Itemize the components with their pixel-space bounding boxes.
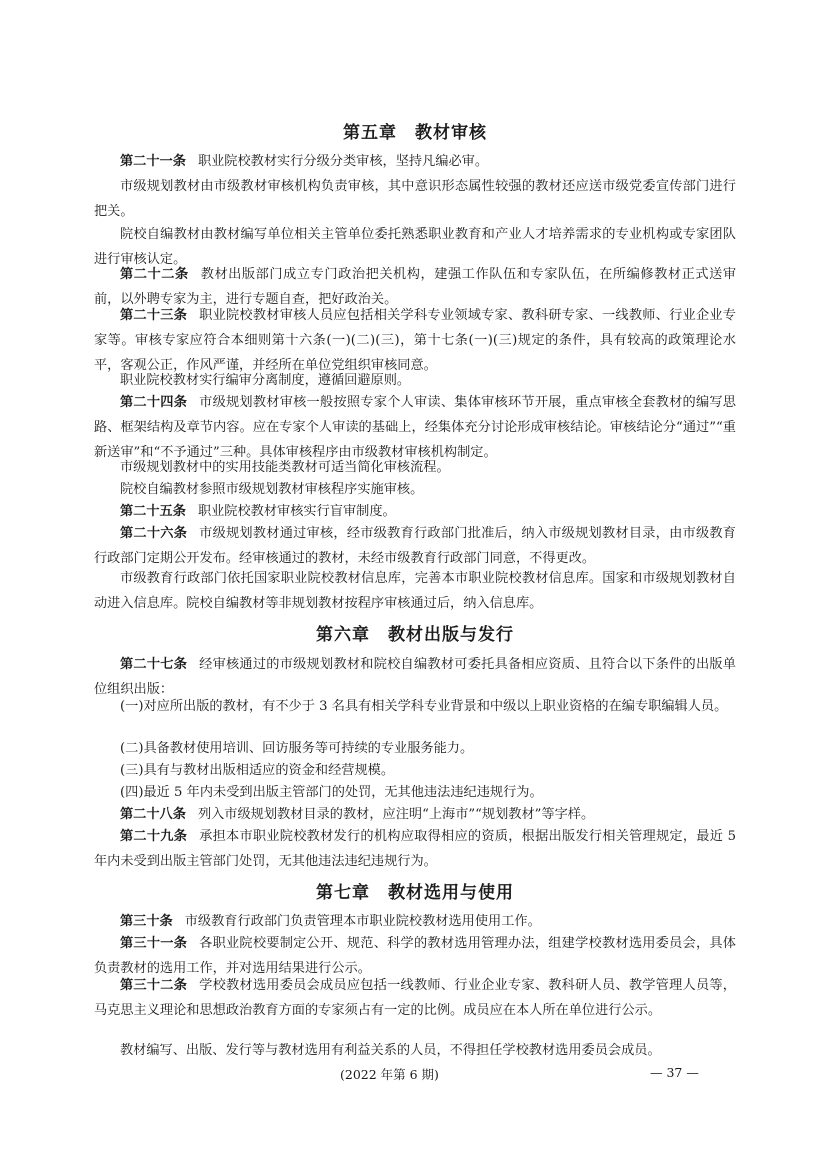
article-text: 列入市级规划教材目录的教材，应注明“上海市”“规划教材”等字样。: [197, 807, 595, 822]
paragraph: 职业院校教材实行编审分离制度，遵循回避原则。: [120, 373, 411, 388]
paragraph: (二)具备教材使用培训、回访服务等可持续的专业服务能力。: [120, 741, 474, 756]
paragraph: (三)具有与教材出版相适应的资金和经营规模。: [120, 763, 395, 778]
article-number: 第二十八条: [120, 807, 186, 822]
paragraph: (四)最近 5 年内未受到出版主管部门的处罚，无其他违法违纪违规行为。: [120, 785, 543, 800]
article-number: 第二十一条: [120, 154, 186, 169]
page-number: — 37 —: [650, 1065, 699, 1080]
article-26: [94, 521, 736, 571]
article-text: 教材出版部门成立专门政治把关机构，建强工作队伍和专家队伍，在所编修教材正式送审前，以外聘专家为主，进行专题自查，把好政治关。: [94, 267, 737, 307]
article-text: 各职业院校要制定公开、规范、科学的教材选用管理办法，组建学校教材选用委员会，具体负责教材的选用工作，并对选用结果进行公示。: [94, 936, 736, 976]
article-text: 市级教育行政部门负责管理本市职业院校教材选用使用工作。: [184, 914, 541, 929]
article-number: 第三十一条: [120, 936, 188, 951]
article-29: [94, 824, 736, 874]
article-24: [94, 390, 736, 465]
article-text: 职业院校教材审核人员应包括相关学科专业领域专家、教科研专家、一线教师、行业企业专家等。审核专家应符合本细则第十六条(一)(二)(三)，第十七条(一)(三)规定的条件，具有较高的政策理论水平，客观公正，作风严谨，并经所在单位党组织审核同意。: [94, 308, 736, 373]
article-number: 第二十六条: [120, 526, 188, 541]
article-32: [94, 973, 736, 1023]
article-23: [94, 303, 736, 378]
article-number: 第三十二条: [120, 978, 188, 993]
chapter-6-title: 第六章 教材出版与发行: [316, 625, 514, 645]
paragraph: 院校自编教材参照市级规划教材审核程序实施审核。: [120, 482, 424, 497]
article-text: 学校教材选用委员会成员应包括一线教师、行业企业专家、教科研人员、教学管理人员等，马克思主义理论和思想政治教育方面的专家须占有一定的比例。成员应在本人所在单位进行公示。: [94, 978, 736, 1018]
article-text: 职业院校教材审核实行盲审制度。: [197, 504, 396, 519]
article-number: 第二十五条: [120, 504, 186, 519]
chapter-7-title: 第七章 教材选用与使用: [316, 883, 514, 903]
article-text: 市级规划教材通过审核，经市级教育行政部门批准后，纳入市级规划教材目录，由市级教育行政部门定期公开发布。经审核通过的教材，未经市级教育行政部门同意，不得更改。: [94, 526, 736, 566]
article-number: 第三十条: [120, 914, 173, 929]
article-text: 市级规划教材审核一般按照专家个人审读、集体审核环节开展，重点审核全套教材的编写思路、框架结构及章节内容。应在专家个人审读的基础上，经集体充分讨论形成审核结论。审核结论分“通过”“重新送审”和“不予通过”三种。具体审核程序由市级教材审核机构制定。: [94, 395, 736, 460]
article-number: 第二十九条: [120, 829, 188, 844]
article-text: 承担本市职业院校教材发行的机构应取得相应的资质，根据出版发行相关管理规定，最近 5 年内未受到出版主管部门处罚，无其他违法违纪违规行为。: [94, 829, 736, 869]
article-text: 经审核通过的市级规划教材和院校自编教材可委托具备相应资质、且符合以下条件的出版单位组织出版：: [94, 657, 736, 697]
article-number: 第二十七条: [120, 657, 188, 672]
paragraph: 教材编写、出版、发行等与教材选用有利益关系的人员，不得担任学校教材选用委员会成员。: [120, 1043, 661, 1058]
article-number: 第二十四条: [120, 395, 188, 410]
article-number: 第二十三条: [120, 308, 188, 323]
issue-label: (2022 年第 6 期): [340, 1067, 439, 1082]
article-text: 职业院校教材实行分级分类审核，坚持凡编必审。: [197, 154, 489, 169]
paragraph: 市级规划教材由市级教材审核机构负责审核，其中意识形态属性较强的教材还应送市级党委宣传部门进行把关。: [94, 179, 736, 219]
paragraph: 市级教育行政部门依托国家职业院校教材信息库，完善本市职业院校教材信息库。国家和市级规划教材自动进入信息库。院校自编教材等非规划教材按程序审核通过后，纳入信息库。: [94, 571, 736, 611]
paragraph: 院校自编教材由教材编写单位相关主管单位委托熟悉职业教育和产业人才培养需求的专业机构或专家团队进行审核认定。: [94, 227, 736, 267]
article-21: [94, 149, 736, 174]
chapter-5-title: 第五章 教材审核: [343, 123, 487, 143]
paragraph: (一)对应所出版的教材，有不少于 3 名具有相关学科专业背景和中级以上职业资格的在编专职编辑人员。: [120, 699, 728, 714]
article-number: 第二十二条: [120, 267, 189, 282]
paragraph: 市级规划教材中的实用技能类教材可适当简化审核流程。: [120, 460, 450, 475]
